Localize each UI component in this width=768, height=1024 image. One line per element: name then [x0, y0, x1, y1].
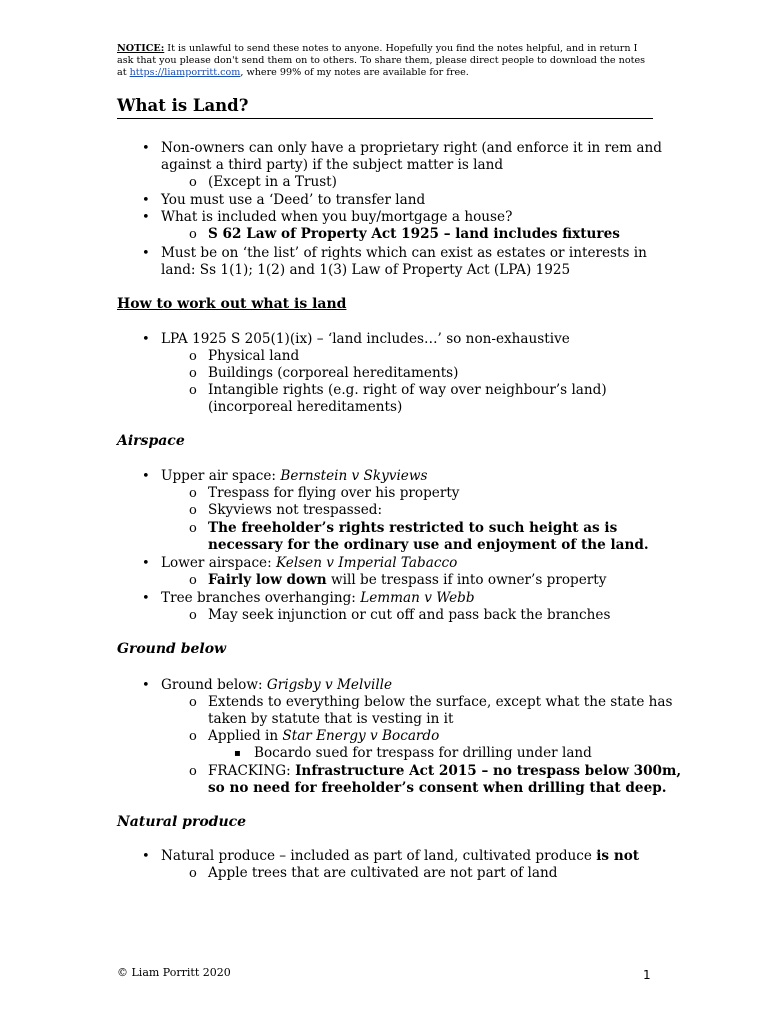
sub-bullet-marker: o — [189, 573, 197, 588]
footer-copyright: © Liam Porritt 2020 — [117, 966, 231, 979]
case-name: Bernstein v Skyviews — [280, 468, 428, 484]
sub-list-item — [208, 728, 439, 745]
list-item-continuation: against a third party) if the subject matter is land — [161, 157, 504, 173]
page-title: What is Land? — [117, 96, 249, 115]
sub-list-item: Skyviews not trespassed: — [208, 502, 383, 518]
bullet-marker: • — [142, 678, 150, 693]
page-number: 1 — [643, 968, 651, 982]
bullet-marker: • — [142, 246, 150, 261]
sub-bullet-marker: o — [189, 764, 197, 779]
sub-bullet-marker: o — [189, 729, 197, 744]
case-name: Lemman v Webb — [360, 590, 475, 606]
section-heading-airspace: Airspace — [117, 433, 185, 449]
notice-link[interactable]: https://liamporritt.com — [129, 67, 241, 78]
sub-list-item — [208, 763, 681, 780]
sub-list-item: Extends to everything below the surface, except what the state has — [208, 694, 673, 710]
sub-bullet-marker: o — [189, 608, 197, 623]
text: will be trespass if into owner’s property — [326, 572, 607, 588]
bullet-marker: • — [142, 332, 150, 347]
sub-bullet-marker: o — [189, 695, 197, 710]
case-name: Star Energy v Bocardo — [282, 728, 440, 744]
list-item-continuation: land: Ss 1(1); 1(2) and 1(3) Law of Property Act (LPA) 1925 — [161, 262, 571, 278]
section-heading-produce: Natural produce — [117, 814, 247, 830]
text: FRACKING: — [208, 763, 296, 779]
list-item: What is included when you buy/mortgage a house? — [161, 209, 513, 225]
sub-bullet-marker: o — [189, 366, 197, 381]
notice-label: NOTICE: — [117, 43, 165, 54]
bold-text: Infrastructure Act 2015 – no trespass below 300m, — [295, 763, 682, 779]
sub-list-item: May seek injunction or cut off and pass back the branches — [208, 607, 611, 623]
case-name: Grigsby v Melville — [266, 677, 393, 693]
list-item: Must be on ‘the list’ of rights which can exist as estates or interests in — [161, 245, 647, 261]
sub-list-item: S 62 Law of Property Act 1925 – land includes fixtures — [208, 226, 620, 242]
text: Upper air space: — [161, 468, 281, 484]
section-heading-ground: Ground below — [117, 641, 227, 657]
bullet-marker: • — [142, 591, 150, 606]
bullet-marker: • — [142, 210, 150, 225]
list-item: Non-owners can only have a proprietary right (and enforce it in rem and — [161, 140, 662, 156]
notice-paragraph — [117, 43, 653, 79]
text: Applied in — [208, 728, 283, 744]
list-item — [161, 677, 392, 694]
sub-list-item-continuation: necessary for the ordinary use and enjoyment of the land. — [208, 537, 649, 553]
text: Ground below: — [161, 677, 267, 693]
list-item — [161, 848, 639, 865]
list-item: LPA 1925 S 205(1)(ix) – ‘land includes…’ so non-exhaustive — [161, 331, 570, 347]
section-heading-how: How to work out what is land — [117, 296, 347, 312]
sub-list-item-continuation: (incorporeal hereditaments) — [208, 399, 403, 415]
sub-list-item — [208, 572, 606, 589]
sub-sub-list-item: Bocardo sued for trespass for drilling under land — [254, 745, 592, 761]
title-underline — [117, 118, 653, 119]
sub-bullet-marker: o — [189, 866, 197, 881]
sub-bullet-marker: o — [189, 349, 197, 364]
case-name: Kelsen v Imperial Tabacco — [276, 555, 458, 571]
sub-list-item: Apple trees that are cultivated are not part of land — [208, 865, 558, 881]
sub-list-item: Physical land — [208, 348, 300, 364]
sub-list-item: (Except in a Trust) — [208, 174, 337, 190]
list-item — [161, 468, 427, 485]
list-item: You must use a ‘Deed’ to transfer land — [161, 192, 426, 208]
sub-list-item: Trespass for flying over his property — [208, 485, 460, 501]
sub-bullet-marker: o — [189, 486, 197, 501]
bold-text: Fairly low down — [208, 572, 327, 588]
bullet-marker: • — [142, 193, 150, 208]
sub-bullet-marker: o — [189, 503, 197, 518]
notice-text: It is unlawful to send these notes to anyone. Hopefully you find the notes helpful, and in return I ask that you please don't send them on to others. To share them, please direct people to download the notes at — [117, 43, 646, 78]
sub-list-item: The freeholder’s rights restricted to such height as is — [208, 520, 618, 536]
list-item — [161, 590, 475, 607]
sub-list-item: Buildings (corporeal hereditaments) — [208, 365, 459, 381]
sub-bullet-marker: o — [189, 521, 197, 536]
sub-sub-bullet-marker: ▪ — [234, 748, 241, 759]
bullet-marker: • — [142, 469, 150, 484]
notice-text-end: , where 99% of my notes are available for free. — [240, 67, 469, 78]
sub-list-item-continuation: so no need for freeholder’s consent when drilling that deep. — [208, 780, 667, 796]
text: Tree branches overhanging: — [161, 590, 361, 606]
sub-bullet-marker: o — [189, 175, 197, 190]
sub-bullet-marker: o — [189, 227, 197, 242]
bullet-marker: • — [142, 141, 150, 156]
bullet-marker: • — [142, 556, 150, 571]
sub-list-item: Intangible rights (e.g. right of way over neighbour’s land) — [208, 382, 607, 398]
bold-text: is not — [596, 848, 640, 864]
sub-list-item-continuation: taken by statute that is vesting in it — [208, 711, 454, 727]
list-item — [161, 555, 457, 572]
sub-bullet-marker: o — [189, 383, 197, 398]
bullet-marker: • — [142, 849, 150, 864]
text: Natural produce – included as part of land, cultivated produce — [161, 848, 597, 864]
text: Lower airspace: — [161, 555, 277, 571]
